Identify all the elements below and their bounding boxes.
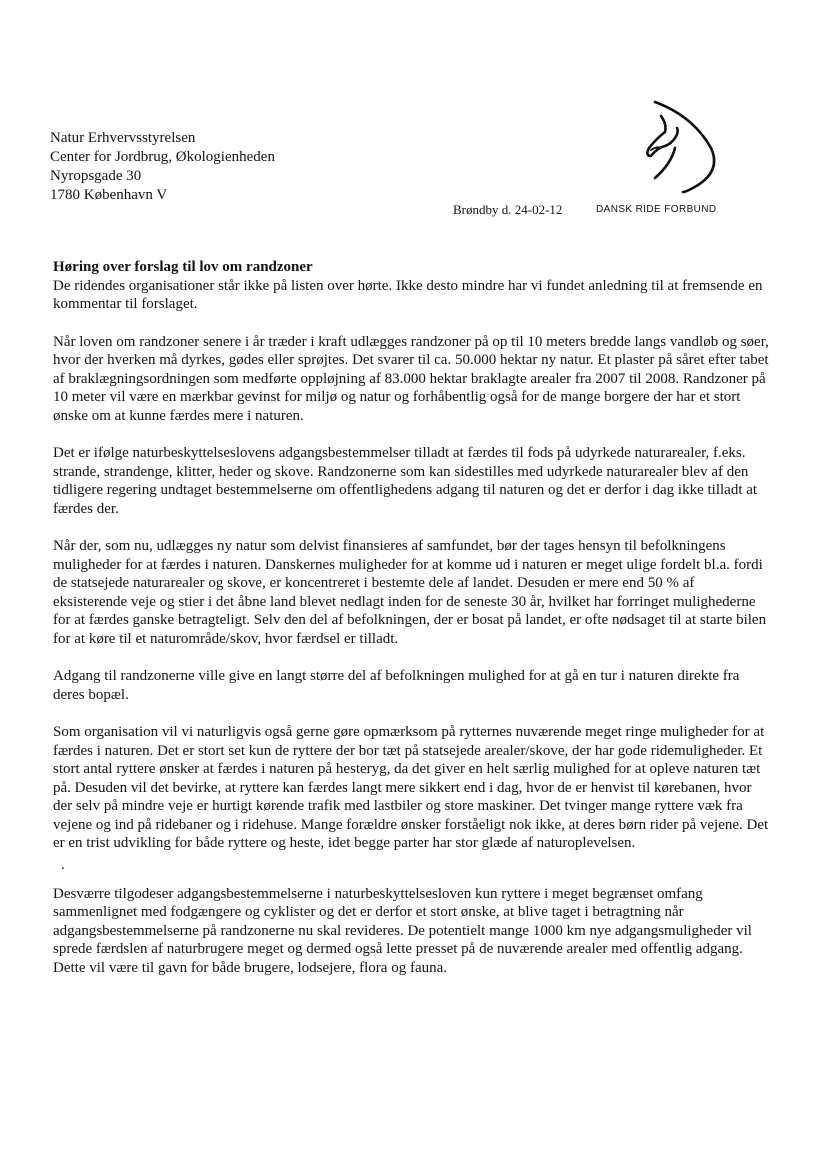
recipient-line: 1780 København V [50,187,168,203]
letter-paragraph: Desværre tilgodeser adgangsbestemmelserne i naturbeskyttelsesloven kun ryttere i meget begrænset omfang sammenlignet med fodgængere og cyklister og det er derfor et stort ønske, at blive taget i betragtning når adgangsbestemmelserne på randzonerne nu skal revideres. De potentielt mange 1000 km nye adgangsmuligheder vil sprede færdslen af naturbrugere meget og dermed også lette presset på de nuværende arealer med offentlig adgang. Dette vil være til gavn for både brugere, lodsejere, flora og fauna. [53,885,752,976]
recipient-line: Natur Erhvervsstyrelsen [50,130,196,146]
recipient-line: Center for Jordbrug, Økologienheden [50,149,275,165]
letter-paragraph: Når der, som nu, udlægges ny natur som delvist finansieres af samfundet, bør der tages hensyn til befolkningens muligheder for at færdes i naturen. Danskernes muligheder for at komme ud i naturen er meget ulige fordelt bl.a. fordi de statsejede naturarealer og skove, er koncentreret i bestemte dele af landet. Desuden er mere end 50 % af eksisterende veje og stier i det åbne land blevet nedlagt inden for de seneste 30 år, hvilket har forringet mulighederne for at færdes ganske betragteligt. Selv den del af befolkningen, der er bosat på landet, er ofte nødsaget til at starte bilen for at køre til et naturområde/skov, hvor færdsel er tilladt. [53,538,767,647]
recipient-line: Nyropsgade 30 [50,168,142,184]
letter-paragraph: Adgang til randzonerne ville give en langt større del af befolkningen mulighed for at gå en tur i naturen direkte fra deres bopæl. [53,668,740,703]
letter-heading: Høring over forslag til lov om randzoner [53,259,313,275]
letter-paragraph: Som organisation vil vi naturligvis også gerne gøre opmærksom på rytternes nuværende meget ringe muligheder for at færdes i naturen. Det er stort set kun de ryttere der bor tæt på statsejede arealer/skove, der har gode ridemuligheder. Et stort antal ryttere ønsker at færdes i naturen på hesteryg, da det giver en helt særlig mulighed for at opleve naturen tæt på. Desuden vil det bevirke, at ryttere kan færdes langt mere sikkert end i dag, hvor de er henvist til kørebanen, hvor der selv på mindre veje er hurtigt kørende trafik med lastbiler og store maskiner. Det tvinger mange ryttere væk fra vejene og ind på ridebaner og i ridehuse. Mange forældre ønsker forståeligt nok ikke, at deres børn rider på vejene. Det er en trist udvikling for både ryttere og heste, idet begge parter har stor glæde af naturoplevelsen. [53,724,769,851]
stray-mark: . [61,856,65,873]
recipient-address [50,129,275,205]
letter-intro: De ridendes organisationer står ikke på listen over hørte. Ikke desto mindre har vi fundet anledning til at fremsende en kommentar til forslaget. [53,277,763,312]
dateline: Brøndby d. 24-02-12 [453,202,563,217]
letter-paragraph: Når loven om randzoner senere i år træder i kraft udlægges randzoner på op til 10 meters bredde langs vandløb og søer, hvor der hverken må dyrkes, gødes eller sprøjtes. Det svarer til ca. 50.000 hektar ny natur. Et plaster på såret efter tabet af braklægningsordningen som medførte oppløjning af 83.000 hektar braklagte arealer fra 2007 til 2008. Randzoner på 10 meter vil være en mærkbar gevinst for miljø og natur og forhåbentlig også for de mange borgere der har et stort ønske om at kunne færdes mere i naturen. [53,333,769,424]
letter-paragraph: Det er ifølge naturbeskyttelseslovens adgangsbestemmelser tilladt at færdes til fods på udyrkede naturarealer, f.eks. strande, strandenge, klitter, heder og skove. Randzonerne som kan sidestilles med udyrkede naturarealer blev af den tidligere regering undtaget bestemmelserne om offentlighedens adgang til naturen og det er derfor i dag ikke tilladt at færdes der. [53,445,758,517]
horse-head-logo-icon [627,98,727,198]
letter-body [53,258,771,996]
organization-name: DANSK RIDE FORBUND [596,204,717,215]
